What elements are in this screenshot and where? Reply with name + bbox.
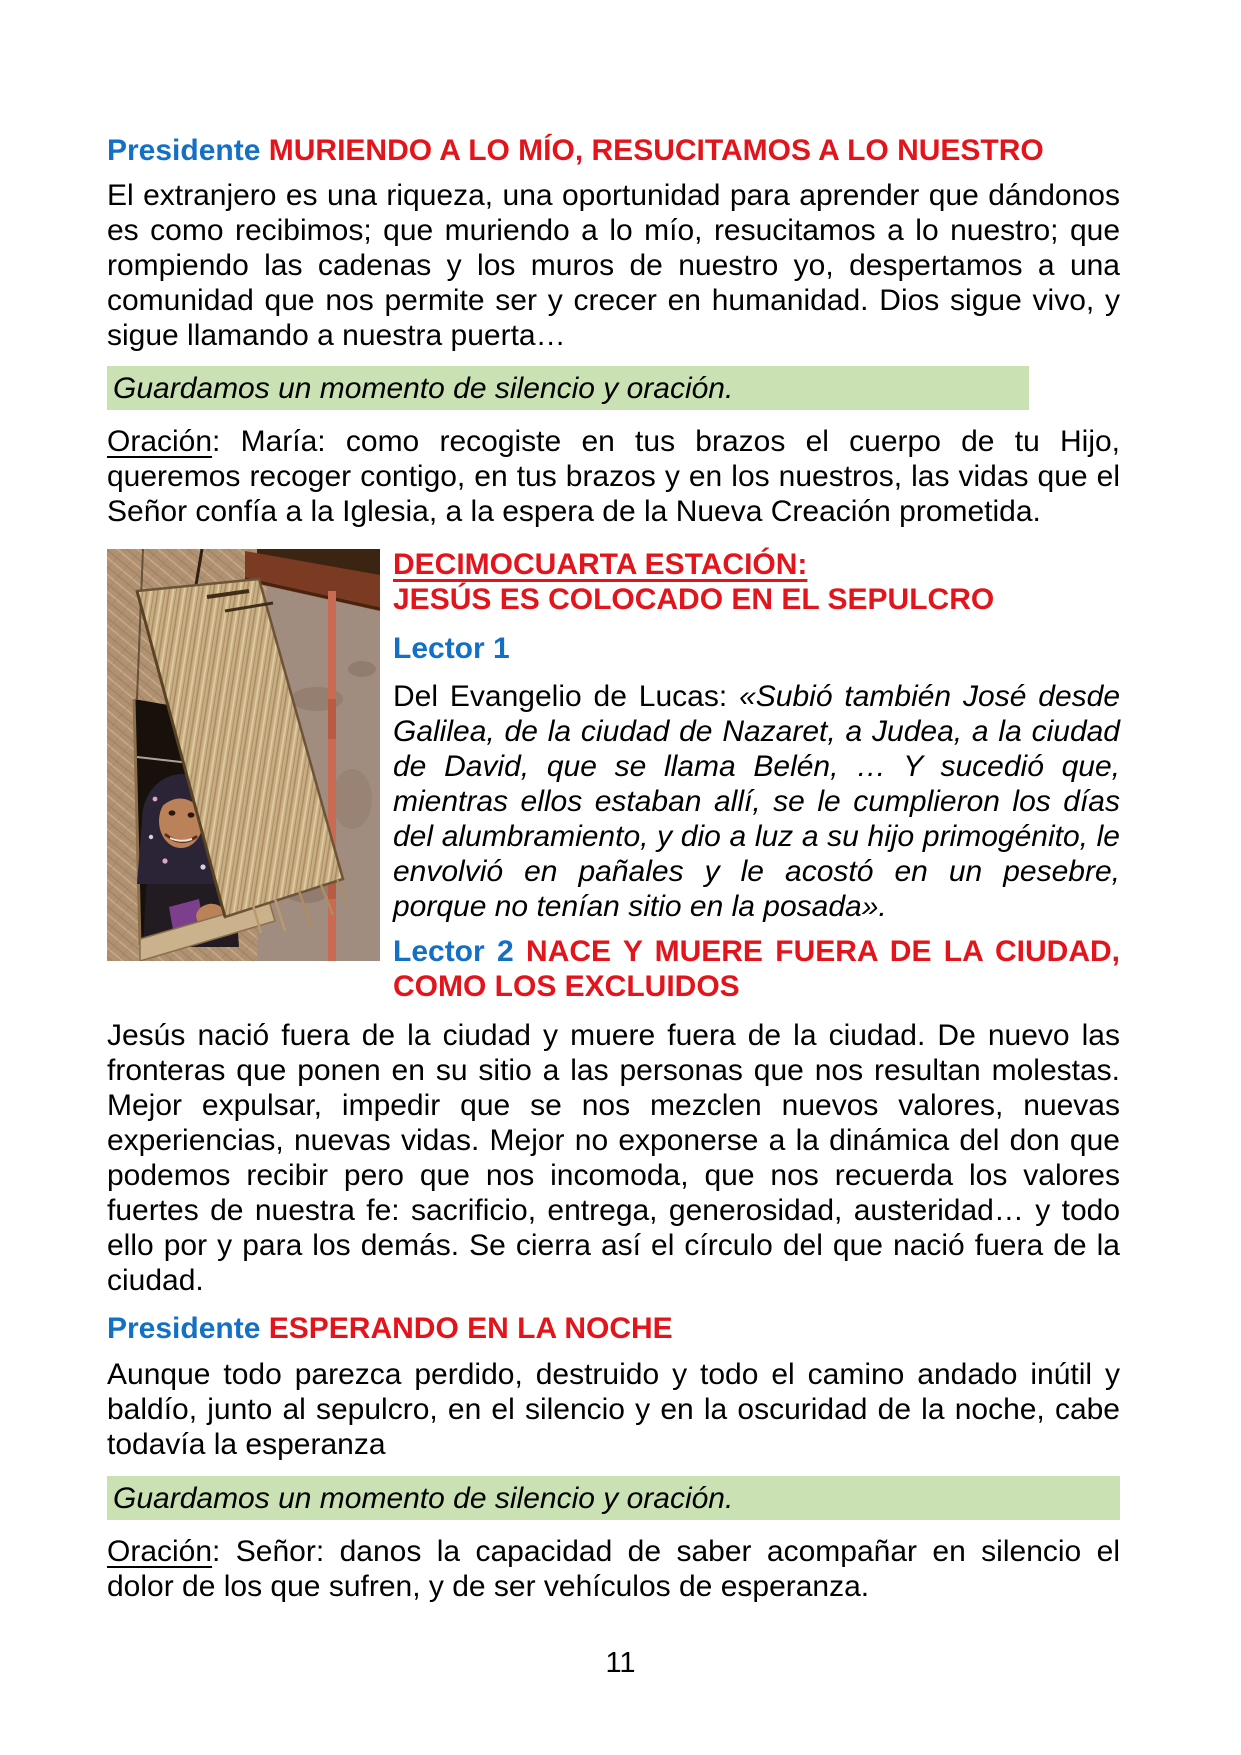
- station-title-line2: JESÚS ES COLOCADO EN EL SEPULCRO: [393, 583, 995, 616]
- prayer-paragraph-2: [107, 1534, 1120, 1604]
- photo-girl-window: [107, 549, 380, 961]
- lector1-heading: Lector 1: [393, 632, 510, 665]
- section-heading-presidente-2: [107, 1311, 1120, 1346]
- lector2-title: NACE Y MUERE FUERA DE LA CIUDAD, COMO LOS EXCLUIDOS: [393, 935, 1120, 1003]
- page-number: 11: [605, 1647, 636, 1679]
- oracion-colon-1: :: [212, 425, 241, 458]
- silence-text-2: Guardamos un momento de silencio y oración.: [113, 1481, 734, 1515]
- oracion-text-2: Señor: danos la capacidad de saber acompañar en silencio el dolor de los que sufren, y de ser vehículos de esperanza.: [107, 1535, 1120, 1603]
- presidente-label: Presidente: [107, 134, 261, 167]
- gospel-paragraph: [393, 679, 1120, 924]
- gospel-intro: Del Evangelio de Lucas:: [393, 680, 740, 713]
- paragraph-aunque: Aunque todo parezca perdido, destruido y todo el camino andado inútil y baldío, junto al sepulcro, en el silencio y en la oscuridad de la noche, cabe todavía la esperanza: [107, 1358, 1120, 1461]
- silence-highlight-2: [107, 1476, 1120, 1520]
- oracion-text-1: María: como recogiste en tus brazos el cuerpo de tu Hijo, queremos recoger contigo, en tus brazos y en los nuestros, las vidas que el Señor confía a la Iglesia, a la espera de la Nueva Creación prometida.: [107, 425, 1121, 528]
- lector2-label: Lector 2: [393, 935, 514, 968]
- station-text-column: [393, 547, 1120, 1004]
- prayer-paragraph-1: [107, 424, 1120, 529]
- oracion-label-2: Oración: [107, 1535, 213, 1568]
- oracion-colon-2: :: [212, 1535, 236, 1568]
- paragraph-jesus-nacio: Jesús nació fuera de la ciudad y muere fuera de la ciudad. De nuevo las fronteras que ponen en su sitio a las personas que nos resultan molestas. Mejor expulsar, impedir que se nos mezclen nuevos valores, nuevas experiencias, nuevas vidas. Mejor no exponerse a la dinámica del don que podemos recibir pero que nos incomoda, que nos recuerda los valores fuertes de nuestra fe: sacrificio, entrega, generosidad, austeridad… y todo ello por y para los demás. Se cierra así el círculo del que nació fuera de la ciudad.: [107, 1019, 1120, 1297]
- silence-text-1: Guardamos un momento de silencio y oración.: [113, 371, 734, 405]
- station-title-line1: DECIMOCUARTA ESTACIÓN:: [393, 548, 808, 581]
- gospel-quote: «Subió también José desde Galilea, de la ciudad de Nazaret, a Judea, a la ciudad de David, que se llama Belén, … Y sucedió que, mientras ellos estaban allí, se le cumplieron los días del alumbramiento, y dio a luz a su hijo primogénito, le envolvió en pañales y le acostó en un pesebre, porque no tenían sitio en la posada».: [393, 680, 1121, 923]
- station-title: [393, 547, 1120, 617]
- section-heading-presidente-1: [107, 133, 1120, 168]
- section-title-muriendo: MURIENDO A LO MÍO, RESUCITAMOS A LO NUESTRO: [268, 134, 1044, 167]
- lector2-heading: [393, 934, 1120, 1004]
- paragraph-extranjero: El extranjero es una riqueza, una oportunidad para aprender que dándonos es como recibimos; que muriendo a lo mío, resucitamos a lo nuestro; que rompiendo las cadenas y los muros de nuestro yo, despertamos a una comunidad que nos permite ser y crecer en humanidad. Dios sigue vivo, y sigue llamando a nuestra puerta…: [107, 179, 1120, 352]
- station-block: [107, 547, 1120, 1004]
- presidente-label-2: Presidente: [107, 1312, 261, 1345]
- oracion-label-1: Oración: [107, 425, 213, 458]
- section-title-esperando: ESPERANDO EN LA NOCHE: [268, 1312, 673, 1345]
- silence-highlight-1: [107, 366, 1029, 410]
